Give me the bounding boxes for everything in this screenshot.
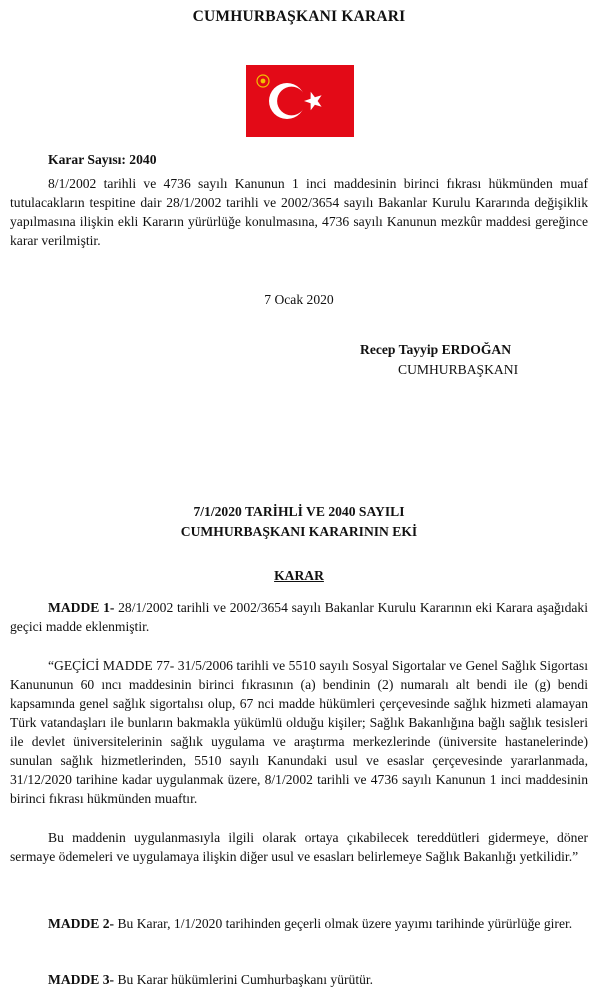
madde-3-text: Bu Karar hükümlerini Cumhurbaşkanı yürütür.: [114, 972, 374, 987]
decision-paragraph: 8/1/2002 tarihli ve 4736 sayılı Kanunun 1 inci maddesinin birinci fıkrası hükmünden muaf tutulacakların tespitine dair 28/1/2002 tarihli ve 2002/3654 sayılı Bakanlar Kurulu Kararında değişiklik yapılmasına ilişkin ekli Kararın yürürlüğe konulmasına, 4736 sayılı Kanunun mezkûr maddesi gereğince karar verilmiştir.: [10, 176, 588, 248]
turkish-flag: [246, 65, 354, 137]
madde-2-label: MADDE 2-: [48, 916, 115, 931]
madde-2-text: Bu Karar, 1/1/2020 tarihinden geçerli olmak üzere yayımı tarihinde yürürlüğe girer.: [114, 916, 573, 931]
decision-date: 7 Ocak 2020: [264, 292, 334, 307]
madde-3-label: MADDE 3-: [48, 972, 115, 987]
annex-heading-line2: CUMHURBAŞKANI KARARININ EKİ: [180, 524, 418, 539]
karar-heading: [0, 566, 598, 585]
signatory-name: Recep Tayyip ERDOĞAN: [360, 342, 512, 357]
karar-label: KARAR: [274, 568, 324, 583]
madde-1: [10, 598, 588, 636]
gecici-madde-paragraph-2: Bu maddenin uygulanmasıyla ilgili olarak ortaya çıkabilecek tereddütleri gidermeye, döner sermaye ödemeleri ve uygulamaya ilişkin diğer usul ve esasları belirlemeye Sağlık Bakanlığı yetkilidir.”: [10, 830, 588, 864]
madde-1-text: 28/1/2002 tarihli ve 2002/3654 sayılı Bakanlar Kurulu Kararının eki Karara aşağıdaki geçici madde eklenmiştir.: [10, 600, 588, 634]
crescent-inner: [277, 87, 306, 116]
annex-heading-line1: 7/1/2020 TARİHLİ VE 2040 SAYILI: [193, 504, 405, 519]
signatory-title: CUMHURBAŞKANI: [398, 362, 519, 377]
document-title: CUMHURBAŞKANI KARARI: [192, 8, 406, 25]
decision-number: Karar Sayısı: 2040: [48, 152, 157, 167]
gecici-madde-paragraph-1: “GEÇİCİ MADDE 77- 31/5/2006 tarihli ve 5510 sayılı Sosyal Sigortalar ve Genel Sağlık Sigortası Kanununun 60 ıncı maddesinin birinci fıkrasının (a) bendinin (2) numaralı alt bendi ile (g) bendi kapsamında genel sağlık sigortalısı olup, 67 nci madde hükümleri çerçevesinde sağlık hizmeti alamayan Türk vatandaşları ile bunların bakmakla yükümlü olduğu kişiler; Sağlık Bakanlığına bağlı sağlık tesisleri ile devlet üniversitelerinin sağlık uygulama ve araştırma merkezlerinde (üniversite hastanelerinde) sunulan sağlık hizmetlerinden, 5510 sayılı Kanundaki usul ve esaslar çerçevesinde yararlanmada, 31/12/2020 tarihine kadar uygulanmak üzere, 8/1/2002 tarihli ve 4736 sayılı Kanunun 1 inci maddesinin birinci fıkrası hükmünden muaftır.: [10, 658, 588, 806]
madde-1-label: MADDE 1-: [48, 600, 115, 615]
madde-2: [10, 914, 588, 933]
madde-3: [10, 970, 588, 989]
